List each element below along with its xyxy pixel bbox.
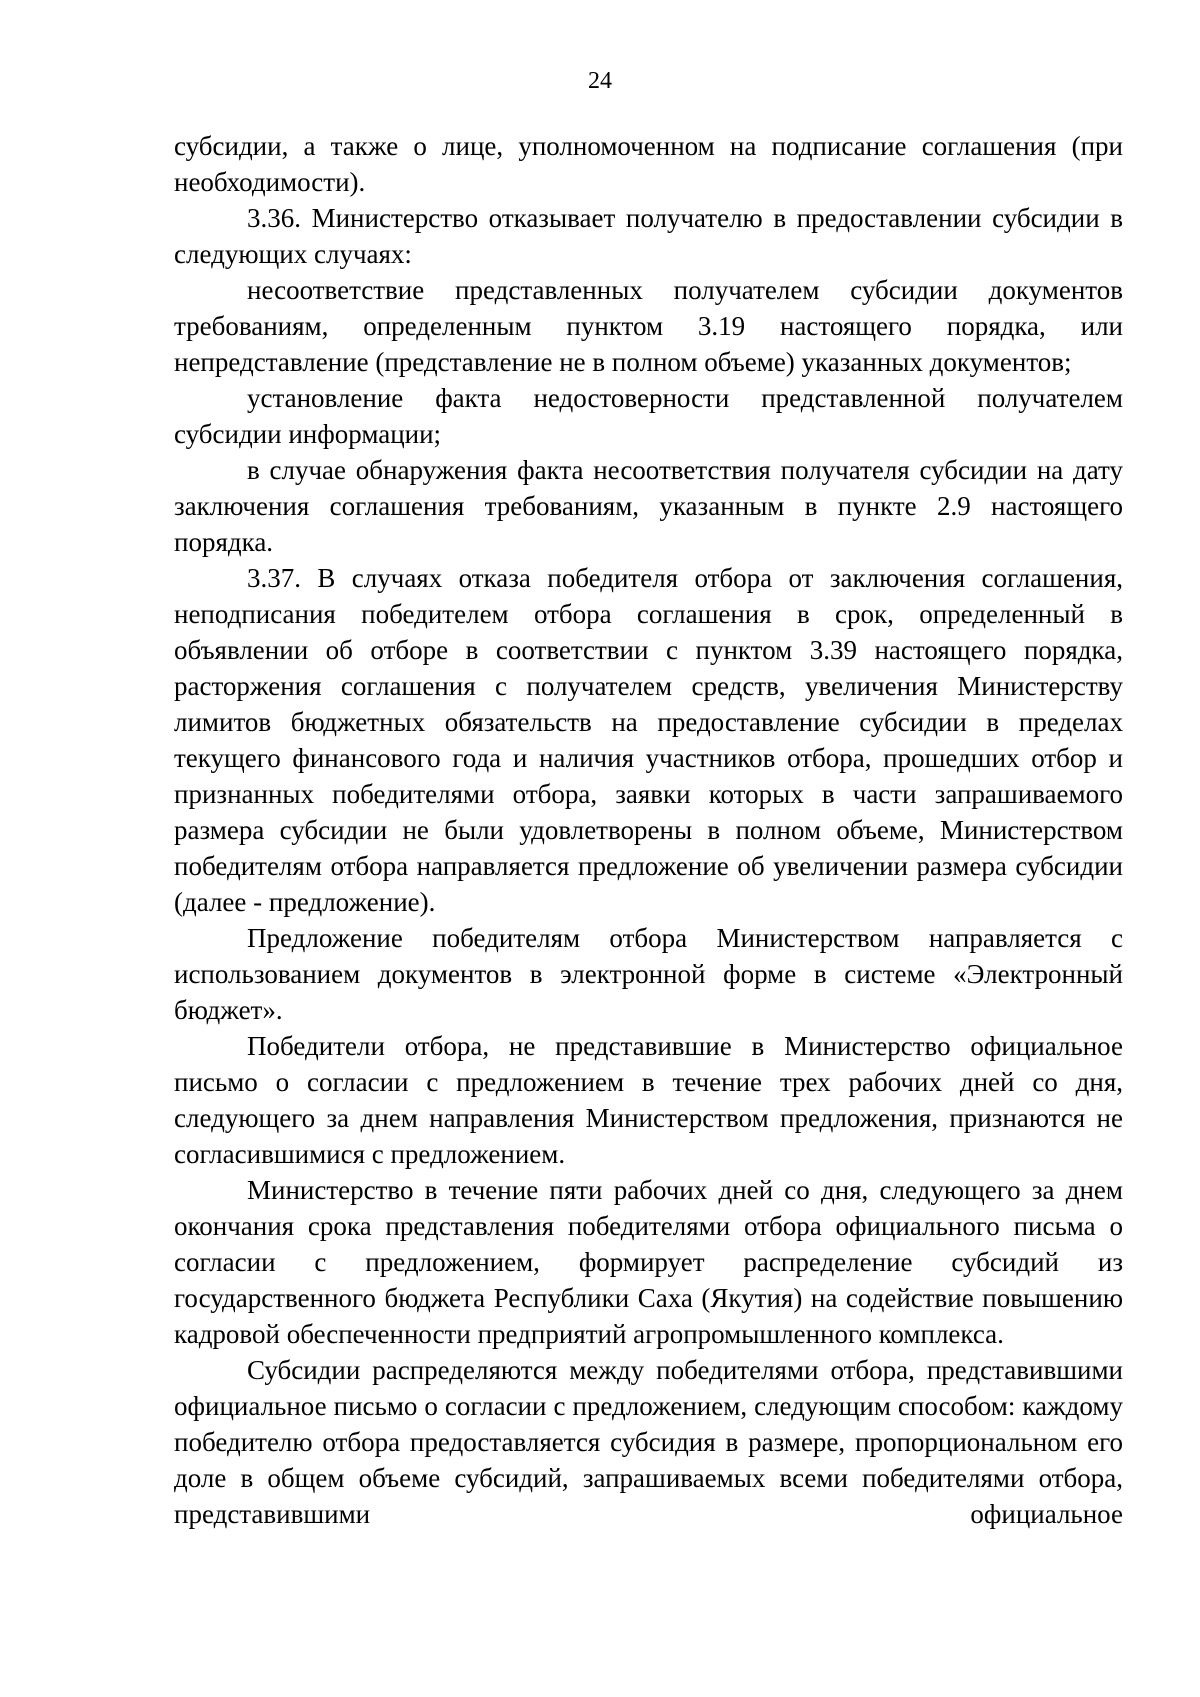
paragraph-3-37: 3.37. В случаях отказа победителя отбора от заключения соглашения, неподписания победителем отбора соглашения в срок, определенный в объявлении об отборе в соответствии с пунктом 3.39 настоящего порядка, расторжения соглашения с получателем средств, увеличения Министерству лимитов бюджетных обязательств на предоставление субсидии в пределах текущего финансового года и наличия участников отбора, прошедших отбор и признанных победителями отбора, заявки которых в части запрашиваемого размера субсидии не были удовлетворены в полном объеме, Министерством победителям отбора направляется предложение об увеличении размера субсидии (далее - предложение).	[174, 563, 1123, 917]
paragraph-continuation: субсидии, а также о лице, уполномоченном на подписание соглашения (при необходимости).	[174, 131, 1123, 197]
paragraph-3-36: 3.36. Министерство отказывает получателю в предоставлении субсидии в следующих случаях:	[174, 203, 1123, 269]
paragraph-refusal-reason-3: в случае обнаружения факта несоответствия получателя субсидии на дату заключения соглашения требованиям, указанным в пункте 2.9 настоящего порядка.	[174, 455, 1123, 557]
paragraph-subsidy-distribution: Субсидии распределяются между победителями отбора, представившими официальное письмо о согласии с предложением, следующим способом: каждому победителю отбора предоставляется субсидия в размере, пропорциональном его доле в общем объеме субсидий, запрашиваемых всеми победителями отбора, представившими официальное	[174, 1355, 1123, 1529]
paragraph-proposal-sending: Предложение победителям отбора Министерством направляется с использованием документов в электронной форме в системе «Электронный бюджет».	[174, 923, 1123, 1025]
page-number: 24	[588, 68, 612, 94]
document-body	[174, 128, 1123, 1532]
paragraph-refusal-reason-1: несоответствие представленных получателем субсидии документов требованиям, определенным пунктом 3.19 настоящего порядка, или непредставление (представление не в полном объеме) указанных документов;	[174, 275, 1123, 377]
paragraph-refusal-reason-2: установление факта недостоверности представленной получателем субсидии информации;	[174, 383, 1123, 449]
paragraph-distribution-forming: Министерство в течение пяти рабочих дней со дня, следующего за днем окончания срока представления победителями отбора официального письма о согласии с предложением, формирует распределение субсидий из государственного бюджета Республики Саха (Якутия) на содействие повышению кадровой обеспеченности предприятий агропромышленного комплекса.	[174, 1175, 1123, 1349]
paragraph-winners-not-agreed: Победители отбора, не представившие в Министерство официальное письмо о согласии с предложением в течение трех рабочих дней со дня, следующего за днем направления Министерством предложения, признаются не согласившимися с предложением.	[174, 1031, 1123, 1169]
